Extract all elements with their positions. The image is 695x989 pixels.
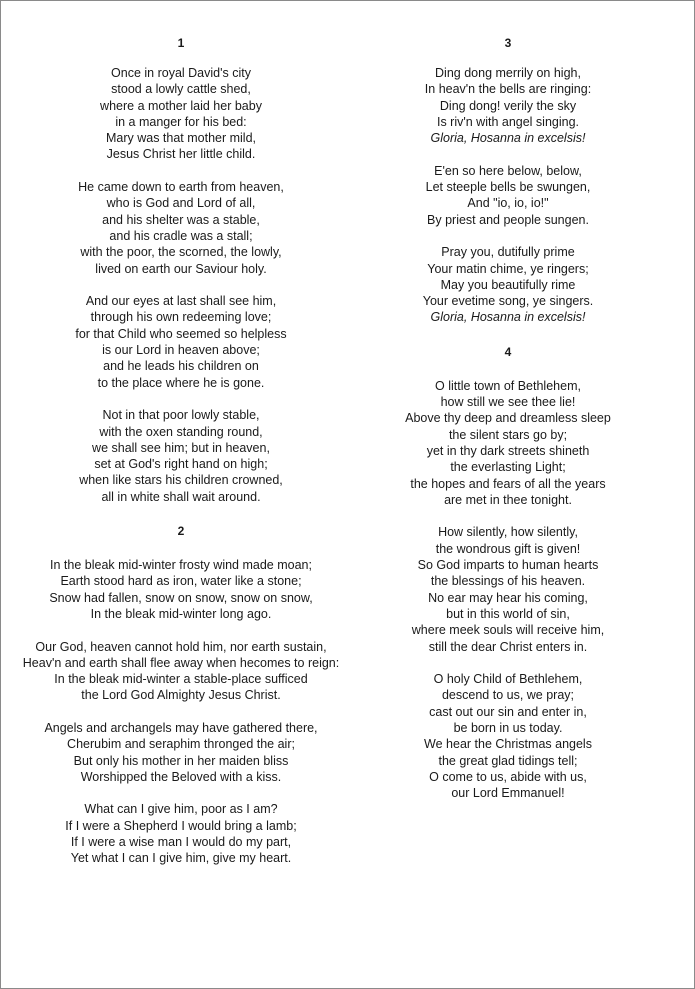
verse-line: cast out our sin and enter in, xyxy=(429,704,587,719)
stanza xyxy=(13,557,349,622)
stanza xyxy=(349,244,667,325)
verse-line: yet in thy dark streets shineth xyxy=(426,443,590,458)
verse-line: still the dear Christ enters in. xyxy=(428,639,588,654)
stanza xyxy=(349,524,667,654)
verse-line: in a manger for his bed: xyxy=(115,114,247,129)
verse-line: May you beautifully rime xyxy=(440,277,576,292)
verse-line: In heav'n the bells are ringing: xyxy=(424,82,592,97)
verse-line: with the poor, the scorned, the lowly, xyxy=(80,245,282,260)
verse-line: Let steeple bells be swungen, xyxy=(425,180,591,195)
verse-line: O come to us, abide with us, xyxy=(429,769,587,784)
verse-line: Not in that poor lowly stable, xyxy=(102,408,260,423)
verse-line: Worshipped the Beloved with a kiss. xyxy=(80,769,282,784)
verse-line: our Lord Emmanuel! xyxy=(451,786,565,801)
verse-line: We hear the Christmas angels xyxy=(424,737,592,752)
verse-line: In the bleak mid-winter long ago. xyxy=(90,606,272,621)
verse-line: the great glad tidings tell; xyxy=(438,753,578,768)
verse-line: but in this world of sin, xyxy=(446,606,570,621)
verse-line: to the place where he is gone. xyxy=(97,375,265,390)
verse-line: He came down to earth from heaven, xyxy=(78,180,284,195)
verse-line: and his shelter was a stable, xyxy=(102,212,260,227)
verse-line: where a mother laid her baby xyxy=(100,98,262,113)
stanza xyxy=(13,65,349,163)
verse-line: the wondrous gift is given! xyxy=(435,541,581,556)
song-number: 4 xyxy=(504,344,512,359)
verse-line: be born in us today. xyxy=(453,720,563,735)
verse-line: stood a lowly cattle shed, xyxy=(111,82,251,97)
verse-line: Heav'n and earth shall flee away when hecomes to reign: xyxy=(22,655,340,670)
verse-line: are met in thee tonight. xyxy=(444,492,572,507)
stanza xyxy=(349,671,667,801)
verse-line: But only his mother in her maiden bliss xyxy=(73,753,289,768)
stanza xyxy=(13,639,349,704)
stanza xyxy=(349,163,667,228)
verse-line: So God imparts to human hearts xyxy=(417,558,599,573)
verse-line: the Lord God Almighty Jesus Christ. xyxy=(81,688,281,703)
verse-line: And our eyes at last shall see him, xyxy=(85,294,277,309)
verse-line: Pray you, dutifully prime xyxy=(441,245,575,260)
verse-line: Ding dong! verily the sky xyxy=(439,98,577,113)
song-number: 1 xyxy=(177,36,185,50)
verse-line: Ding dong merrily on high, xyxy=(435,66,581,80)
verse-line: And "io, io, io!" xyxy=(467,196,549,211)
verse-line: where meek souls will receive him, xyxy=(411,623,605,638)
refrain-line: Gloria, Hosanna in excelsis! xyxy=(430,131,586,146)
verse-line: set at God's right hand on high; xyxy=(94,457,268,472)
verse-line: with the oxen standing round, xyxy=(99,424,263,439)
verse-line: descend to us, we pray; xyxy=(441,688,575,703)
stanza xyxy=(13,720,349,785)
refrain-line: Gloria, Hosanna in excelsis! xyxy=(430,310,586,325)
verse-line: O little town of Bethlehem, xyxy=(435,378,581,393)
verse-line: If I were a wise man I would do my part, xyxy=(70,835,292,850)
verse-line: Angels and archangels may have gathered there, xyxy=(44,720,318,735)
verse-line: the silent stars go by; xyxy=(448,427,568,442)
verse-line: we shall see him; but in heaven, xyxy=(92,440,270,455)
verse-line: the blessings of his heaven. xyxy=(430,574,586,589)
verse-line: By priest and people sungen. xyxy=(427,212,589,227)
verse-line: Cherubim and seraphim thronged the air; xyxy=(67,737,295,752)
verse-line: for that Child who seemed so helpless xyxy=(75,326,287,341)
verse-line: Yet what I can I give him, give my heart. xyxy=(70,851,292,866)
verse-line: the hopes and fears of all the years xyxy=(410,476,606,491)
stanza xyxy=(349,378,667,508)
verse-line: Snow had fallen, snow on snow, snow on snow, xyxy=(49,590,313,605)
verse-line: In the bleak mid-winter a stable-place sufficed xyxy=(54,672,308,687)
verse-line: lived on earth our Saviour holy. xyxy=(95,261,267,276)
verse-line: Your evetime song, ye singers. xyxy=(422,294,594,309)
verse-line: Earth stood hard as iron, water like a stone; xyxy=(60,574,302,589)
stanza xyxy=(13,293,349,391)
verse-line: Is riv'n with angel singing. xyxy=(436,114,580,129)
song-number: 3 xyxy=(504,36,512,50)
verse-line: If I were a Shepherd I would bring a lamb; xyxy=(65,818,297,833)
verse-line: and he leads his children on xyxy=(103,359,259,374)
verse-line: Mary was that mother mild, xyxy=(105,131,257,146)
verse-line: No ear may hear his coming, xyxy=(428,590,588,605)
verse-line: the everlasting Light; xyxy=(450,460,566,475)
verse-line: Our God, heaven cannot hold him, nor earth sustain, xyxy=(35,639,327,654)
verse-line: Once in royal David's city xyxy=(111,66,251,80)
verse-line: is our Lord in heaven above; xyxy=(102,343,260,358)
verse-line: all in white shall wait around. xyxy=(101,489,261,504)
right-column xyxy=(349,35,667,801)
verse-line: Above thy deep and dreamless sleep xyxy=(405,411,611,426)
song-number: 2 xyxy=(177,524,185,539)
verse-line: Jesus Christ her little child. xyxy=(106,147,256,162)
stanza xyxy=(349,65,667,146)
verse-line: O holy Child of Bethlehem, xyxy=(433,672,583,687)
stanza xyxy=(13,407,349,505)
verse-line: how still we see thee lie! xyxy=(440,395,576,410)
verse-line: What can I give him, poor as I am? xyxy=(84,802,278,817)
left-column xyxy=(13,35,349,867)
verse-line: Your matin chime, ye ringers; xyxy=(427,261,589,276)
verse-line: and his cradle was a stall; xyxy=(109,228,253,243)
verse-line: when like stars his children crowned, xyxy=(79,473,283,488)
verse-line: How silently, how silently, xyxy=(438,525,578,540)
stanza xyxy=(13,179,349,277)
verse-line: E'en so here below, below, xyxy=(434,163,582,178)
verse-line: through his own redeeming love; xyxy=(90,310,272,325)
stanza xyxy=(13,801,349,866)
verse-line: who is God and Lord of all, xyxy=(106,196,256,211)
verse-line: In the bleak mid-winter frosty wind made moan; xyxy=(50,558,312,573)
